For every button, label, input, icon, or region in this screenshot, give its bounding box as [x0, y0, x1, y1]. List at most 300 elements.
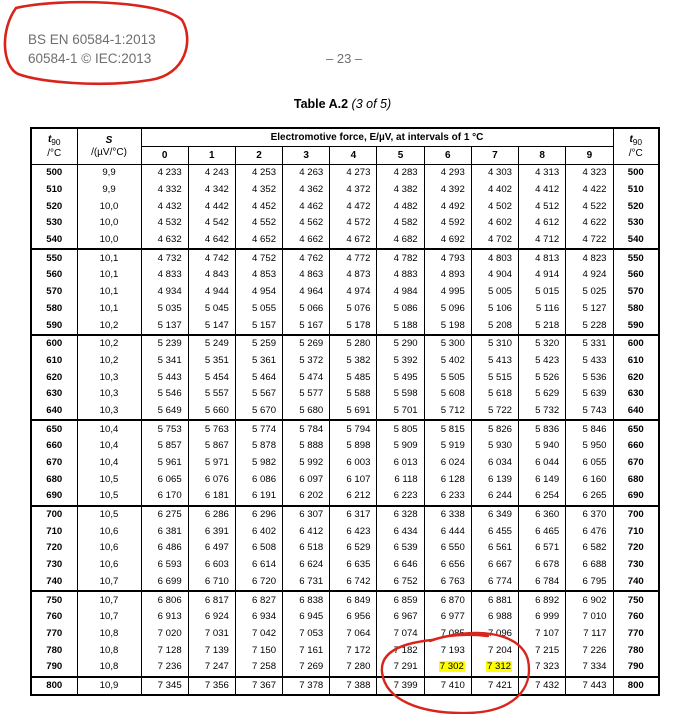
emf-value-cell: 6 550 — [424, 540, 471, 557]
table-row — [31, 488, 659, 506]
emf-value-cell: 6 338 — [424, 506, 471, 524]
temperature-cell: 790 — [31, 659, 77, 677]
temperature-cell-right: 710 — [613, 523, 659, 540]
emf-value-cell: 4 833 — [141, 267, 188, 284]
emf-value-cell: 5 392 — [377, 353, 424, 370]
emf-value-cell: 5 629 — [519, 386, 566, 403]
emf-value-cell: 4 492 — [424, 198, 471, 215]
emf-value-cell: 4 273 — [330, 165, 377, 182]
emf-value-cell: 4 442 — [188, 198, 235, 215]
emf-value-cell: 5 588 — [330, 386, 377, 403]
emf-value-cell: 4 342 — [188, 182, 235, 199]
emf-value-cell: 4 813 — [519, 249, 566, 267]
table-row — [31, 609, 659, 626]
emf-value-cell: 5 320 — [519, 335, 566, 353]
emf-value-cell: 4 362 — [283, 182, 330, 199]
emf-value-cell: 4 532 — [141, 215, 188, 232]
column-header-t90 — [31, 128, 77, 165]
temperature-cell: 560 — [31, 267, 77, 284]
seebeck-cell: 10,5 — [77, 488, 141, 506]
emf-value-cell: 6 817 — [188, 591, 235, 609]
t90-unit-right: /°C — [628, 147, 643, 159]
seebeck-cell: 10,7 — [77, 591, 141, 609]
digit-header-8: 8 — [519, 147, 566, 165]
emf-value-cell: 6 034 — [471, 455, 518, 472]
emf-value-cell: 6 317 — [330, 506, 377, 524]
emf-value-cell: 7 193 — [424, 642, 471, 659]
emf-value-cell: 5 259 — [235, 335, 282, 353]
emf-value-cell: 4 512 — [519, 198, 566, 215]
seebeck-cell: 10,1 — [77, 301, 141, 318]
emf-value-cell: 6 296 — [235, 506, 282, 524]
emf-value-cell: 4 392 — [424, 182, 471, 199]
table-row — [31, 267, 659, 284]
seebeck-cell: 10,6 — [77, 557, 141, 574]
table-row — [31, 165, 659, 182]
temperature-cell-right: 700 — [613, 506, 659, 524]
temperature-cell: 750 — [31, 591, 77, 609]
emf-value-cell: 7 020 — [141, 626, 188, 643]
emf-value-cell: 4 283 — [377, 165, 424, 182]
emf-value-cell: 6 254 — [519, 488, 566, 506]
emf-value-cell: 6 603 — [188, 557, 235, 574]
temperature-cell-right: 570 — [613, 284, 659, 301]
standard-line-bs-en: BS EN 60584-1:2013 — [28, 32, 156, 47]
emf-value-cell: 6 571 — [519, 540, 566, 557]
emf-value-cell: 5 691 — [330, 403, 377, 421]
seebeck-cell: 10,1 — [77, 249, 141, 267]
digit-header-9: 9 — [566, 147, 613, 165]
emf-value-cell: 5 127 — [566, 301, 613, 318]
emf-value-cell: 4 382 — [377, 182, 424, 199]
emf-value-cell: 7 247 — [188, 659, 235, 677]
emf-value-cell: 6 913 — [141, 609, 188, 626]
table-row — [31, 626, 659, 643]
temperature-cell-right: 670 — [613, 455, 659, 472]
emf-value-cell: 6 742 — [330, 574, 377, 592]
table-row — [31, 642, 659, 659]
temperature-cell: 740 — [31, 574, 77, 592]
table-title-part: (3 of 5) — [351, 97, 392, 111]
emf-value-cell: 4 984 — [377, 284, 424, 301]
emf-value-cell: 6 391 — [188, 523, 235, 540]
emf-value-cell: 7 432 — [519, 677, 566, 696]
emf-value-cell: 4 263 — [283, 165, 330, 182]
emf-value-cell: 5 608 — [424, 386, 471, 403]
emf-value-cell: 6 967 — [377, 609, 424, 626]
emf-value-cell: 6 678 — [519, 557, 566, 574]
emf-value-cell: 6 667 — [471, 557, 518, 574]
temperature-cell: 650 — [31, 420, 77, 438]
emf-value-cell: 5 086 — [377, 301, 424, 318]
emf-value-cell: 4 582 — [377, 215, 424, 232]
temperature-cell: 590 — [31, 317, 77, 335]
emf-value-cell: 4 552 — [235, 215, 282, 232]
table-row — [31, 335, 659, 353]
emf-value-cell: 4 843 — [188, 267, 235, 284]
seebeck-cell: 10,6 — [77, 523, 141, 540]
emf-value-cell: 7 096 — [471, 626, 518, 643]
emf-value-cell: 5 331 — [566, 335, 613, 353]
emf-value-cell: 4 883 — [377, 267, 424, 284]
emf-value-cell: 6 412 — [283, 523, 330, 540]
emf-value-cell: 4 432 — [141, 198, 188, 215]
emf-value-cell: 6 656 — [424, 557, 471, 574]
temperature-cell-right: 610 — [613, 353, 659, 370]
emf-value-cell: 4 853 — [235, 267, 282, 284]
temperature-cell-right: 560 — [613, 267, 659, 284]
seebeck-unit: /(µV/°C) — [91, 146, 127, 158]
emf-value-cell: 6 118 — [377, 471, 424, 488]
temperature-cell: 680 — [31, 471, 77, 488]
emf-value-cell: 5 536 — [566, 369, 613, 386]
emf-value-cell: 7 280 — [330, 659, 377, 677]
emf-value-cell: 7 345 — [141, 677, 188, 696]
emf-value-cell: 4 944 — [188, 284, 235, 301]
temperature-cell: 630 — [31, 386, 77, 403]
emf-value-cell: 7 443 — [566, 677, 613, 696]
emf-value-cell: 6 170 — [141, 488, 188, 506]
table-row — [31, 506, 659, 524]
temperature-cell-right: 690 — [613, 488, 659, 506]
temperature-cell-right: 730 — [613, 557, 659, 574]
seebeck-cell: 10,4 — [77, 420, 141, 438]
emf-value-cell: 4 592 — [424, 215, 471, 232]
emf-value-cell: 6 902 — [566, 591, 613, 609]
emf-value-cell: 4 412 — [519, 182, 566, 199]
emf-value-cell: 6 870 — [424, 591, 471, 609]
emf-table — [30, 127, 660, 696]
temperature-cell-right: 750 — [613, 591, 659, 609]
emf-value-cell: 5 898 — [330, 438, 377, 455]
emf-value-cell: 5 950 — [566, 438, 613, 455]
seebeck-cell: 10,7 — [77, 609, 141, 626]
t90-symbol-right: t — [629, 133, 633, 145]
emf-value-cell: 4 752 — [235, 249, 282, 267]
temperature-cell-right: 580 — [613, 301, 659, 318]
table-row — [31, 420, 659, 438]
emf-value-cell: 4 934 — [141, 284, 188, 301]
emf-value-cell: 4 762 — [283, 249, 330, 267]
seebeck-cell: 10,2 — [77, 335, 141, 353]
emf-value-cell: 5 055 — [235, 301, 282, 318]
emf-value-cell: 6 434 — [377, 523, 424, 540]
emf-value-cell: 4 293 — [424, 165, 471, 182]
emf-value-cell: 5 188 — [377, 317, 424, 335]
emf-value-cell: 6 763 — [424, 574, 471, 592]
temperature-cell: 500 — [31, 165, 77, 182]
emf-value-cell: 6 624 — [283, 557, 330, 574]
emf-value-cell: 7 139 — [188, 642, 235, 659]
emf-value-cell: 5 382 — [330, 353, 377, 370]
seebeck-cell: 9,9 — [77, 182, 141, 199]
emf-value-cell: 4 622 — [566, 215, 613, 232]
emf-value-cell: 6 402 — [235, 523, 282, 540]
emf-value-cell: 4 672 — [330, 232, 377, 250]
seebeck-cell: 10,8 — [77, 642, 141, 659]
emf-value-cell: 6 593 — [141, 557, 188, 574]
emf-value-cell: 5 961 — [141, 455, 188, 472]
emf-value-cell: 7 410 — [424, 677, 471, 696]
emf-value-cell: 5 618 — [471, 386, 518, 403]
emf-value-cell: 5 269 — [283, 335, 330, 353]
emf-value-cell: 4 422 — [566, 182, 613, 199]
emf-value-cell: 7 107 — [519, 626, 566, 643]
emf-value-cell: 7 236 — [141, 659, 188, 677]
emf-value-cell: 5 413 — [471, 353, 518, 370]
emf-value-cell: 6 859 — [377, 591, 424, 609]
emf-value-cell: 4 954 — [235, 284, 282, 301]
table-row — [31, 215, 659, 232]
emf-value-cell: 4 924 — [566, 267, 613, 284]
seebeck-cell: 10,1 — [77, 267, 141, 284]
emf-header: Electromotive force, E/µV, at intervals of 1 °C — [141, 128, 613, 147]
highlighted-value: 7 312 — [486, 661, 511, 673]
emf-value-cell: 6 999 — [519, 609, 566, 626]
emf-value-cell: 5 712 — [424, 403, 471, 421]
seebeck-cell: 10,5 — [77, 506, 141, 524]
t90-unit: /°C — [47, 147, 62, 159]
emf-value-cell: 7 161 — [283, 642, 330, 659]
emf-value-cell: 5 066 — [283, 301, 330, 318]
emf-value-cell: 6 149 — [519, 471, 566, 488]
emf-value-cell: 5 867 — [188, 438, 235, 455]
emf-value-cell: 6 065 — [141, 471, 188, 488]
emf-value-cell: 6 139 — [471, 471, 518, 488]
emf-value-cell: 4 372 — [330, 182, 377, 199]
seebeck-cell: 9,9 — [77, 165, 141, 182]
temperature-cell: 530 — [31, 215, 77, 232]
table-row — [31, 249, 659, 267]
emf-value-cell: 4 562 — [283, 215, 330, 232]
emf-value-cell: 5 025 — [566, 284, 613, 301]
emf-value-cell: 6 924 — [188, 609, 235, 626]
digit-header-7: 7 — [471, 147, 518, 165]
emf-value-cell: 5 670 — [235, 403, 282, 421]
seebeck-cell: 10,3 — [77, 386, 141, 403]
temperature-cell: 800 — [31, 677, 77, 696]
emf-value-cell: 6 086 — [235, 471, 282, 488]
table-row — [31, 369, 659, 386]
seebeck-cell: 10,8 — [77, 626, 141, 643]
emf-value-cell: 4 402 — [471, 182, 518, 199]
emf-value-cell: 5 701 — [377, 403, 424, 421]
emf-value-cell: 6 191 — [235, 488, 282, 506]
seebeck-cell: 10,0 — [77, 198, 141, 215]
table-row — [31, 455, 659, 472]
emf-value-cell: 6 849 — [330, 591, 377, 609]
emf-value-cell: 4 692 — [424, 232, 471, 250]
emf-value-cell: 7 074 — [377, 626, 424, 643]
emf-value-cell: 4 313 — [519, 165, 566, 182]
temperature-cell-right: 680 — [613, 471, 659, 488]
seebeck-cell: 10,3 — [77, 403, 141, 421]
emf-value-cell: 7 388 — [330, 677, 377, 696]
emf-value-cell: 4 995 — [424, 284, 471, 301]
emf-value-cell: 5 443 — [141, 369, 188, 386]
seebeck-cell: 10,0 — [77, 232, 141, 250]
emf-value-cell: 5 680 — [283, 403, 330, 421]
temperature-cell-right: 740 — [613, 574, 659, 592]
emf-value-cell: 5 147 — [188, 317, 235, 335]
emf-value-cell: 6 360 — [519, 506, 566, 524]
emf-value-cell: 6 486 — [141, 540, 188, 557]
digit-header-5: 5 — [377, 147, 424, 165]
emf-value-cell: 6 699 — [141, 574, 188, 592]
emf-value-cell: 5 116 — [519, 301, 566, 318]
emf-value-cell: 5 815 — [424, 420, 471, 438]
emf-value-cell: 5 567 — [235, 386, 282, 403]
temperature-cell-right: 530 — [613, 215, 659, 232]
digit-header-1: 1 — [188, 147, 235, 165]
table-row — [31, 386, 659, 403]
emf-value-cell: 7 042 — [235, 626, 282, 643]
emf-value-cell: 6 076 — [188, 471, 235, 488]
emf-value-cell: 4 542 — [188, 215, 235, 232]
table-row — [31, 591, 659, 609]
seebeck-cell: 10,2 — [77, 317, 141, 335]
emf-value-cell: 6 720 — [235, 574, 282, 592]
emf-value-cell: 4 332 — [141, 182, 188, 199]
temperature-cell: 540 — [31, 232, 77, 250]
emf-value-cell: 6 795 — [566, 574, 613, 592]
emf-value-cell: 5 035 — [141, 301, 188, 318]
emf-value-cell: 5 218 — [519, 317, 566, 335]
emf-value-cell: 6 518 — [283, 540, 330, 557]
emf-value-cell: 4 472 — [330, 198, 377, 215]
seebeck-symbol: S — [105, 134, 113, 146]
emf-value-cell: 7 291 — [377, 659, 424, 677]
temperature-cell: 760 — [31, 609, 77, 626]
emf-table-body — [31, 165, 659, 696]
temperature-cell-right: 650 — [613, 420, 659, 438]
seebeck-cell: 10,8 — [77, 659, 141, 677]
temperature-cell-right: 790 — [613, 659, 659, 677]
emf-value-cell: 5 805 — [377, 420, 424, 438]
emf-value-cell: 6 710 — [188, 574, 235, 592]
emf-value-cell: 5 280 — [330, 335, 377, 353]
emf-value-cell: 6 561 — [471, 540, 518, 557]
emf-value-cell: 7 085 — [424, 626, 471, 643]
temperature-cell: 730 — [31, 557, 77, 574]
temperature-cell: 720 — [31, 540, 77, 557]
emf-value-cell: 6 212 — [330, 488, 377, 506]
emf-value-cell: 6 977 — [424, 609, 471, 626]
emf-value-cell: 5 546 — [141, 386, 188, 403]
temperature-cell: 610 — [31, 353, 77, 370]
seebeck-cell: 10,3 — [77, 369, 141, 386]
emf-value-cell: 4 572 — [330, 215, 377, 232]
emf-value-cell: 6 614 — [235, 557, 282, 574]
temperature-cell: 510 — [31, 182, 77, 199]
emf-value-cell: 6 956 — [330, 609, 377, 626]
emf-value-cell: 5 290 — [377, 335, 424, 353]
emf-value-cell: 4 652 — [235, 232, 282, 250]
emf-value-cell: 5 857 — [141, 438, 188, 455]
emf-value-cell: 5 310 — [471, 335, 518, 353]
temperature-cell: 620 — [31, 369, 77, 386]
seebeck-cell: 10,2 — [77, 353, 141, 370]
emf-value-cell: 6 881 — [471, 591, 518, 609]
temperature-cell: 570 — [31, 284, 77, 301]
table-row — [31, 659, 659, 677]
emf-value-cell: 6 806 — [141, 591, 188, 609]
emf-value-cell: 5 515 — [471, 369, 518, 386]
emf-value-cell: 7 204 — [471, 642, 518, 659]
emf-value-cell: 4 722 — [566, 232, 613, 250]
emf-value-cell: 6 688 — [566, 557, 613, 574]
emf-value-cell: 5 971 — [188, 455, 235, 472]
temperature-cell-right: 620 — [613, 369, 659, 386]
emf-value-cell: 6 265 — [566, 488, 613, 506]
emf-value-cell: 4 452 — [235, 198, 282, 215]
emf-value-cell: 4 502 — [471, 198, 518, 215]
emf-value-cell: 6 233 — [424, 488, 471, 506]
emf-value-cell: 5 784 — [283, 420, 330, 438]
emf-value-cell: 4 253 — [235, 165, 282, 182]
emf-value-cell: 4 742 — [188, 249, 235, 267]
emf-value-cell: 5 732 — [519, 403, 566, 421]
temperature-cell: 670 — [31, 455, 77, 472]
temperature-cell: 700 — [31, 506, 77, 524]
emf-value-cell: 4 303 — [471, 165, 518, 182]
temperature-cell: 770 — [31, 626, 77, 643]
emf-value-cell: 6 024 — [424, 455, 471, 472]
emf-value-cell: 4 682 — [377, 232, 424, 250]
emf-value-cell: 4 612 — [519, 215, 566, 232]
emf-value-cell: 5 836 — [519, 420, 566, 438]
temperature-cell-right: 720 — [613, 540, 659, 557]
emf-value-cell: 7 323 — [519, 659, 566, 677]
seebeck-cell: 10,4 — [77, 455, 141, 472]
highlighted-value: 7 302 — [439, 661, 464, 673]
emf-value-cell: 7 182 — [377, 642, 424, 659]
table-row — [31, 574, 659, 592]
emf-value-cell: 5 015 — [519, 284, 566, 301]
emf-value-cell: 6 945 — [283, 609, 330, 626]
table-row — [31, 353, 659, 370]
emf-value-cell: 7 031 — [188, 626, 235, 643]
standard-line-iec: 60584-1 © IEC:2013 — [28, 51, 152, 66]
table-title — [0, 97, 685, 111]
emf-value-cell: 6 013 — [377, 455, 424, 472]
temperature-cell: 600 — [31, 335, 77, 353]
temperature-cell-right: 600 — [613, 335, 659, 353]
emf-value-cell: 6 455 — [471, 523, 518, 540]
digit-header-3: 3 — [283, 147, 330, 165]
emf-value-cell: 6 827 — [235, 591, 282, 609]
emf-value-cell: 6 044 — [519, 455, 566, 472]
emf-value-cell: 5 660 — [188, 403, 235, 421]
emf-value-cell: 5 639 — [566, 386, 613, 403]
emf-value-cell: 5 940 — [519, 438, 566, 455]
emf-value-cell: 5 198 — [424, 317, 471, 335]
emf-value-cell: 5 167 — [283, 317, 330, 335]
emf-value-cell: 6 370 — [566, 506, 613, 524]
column-header-t90-right — [613, 128, 659, 165]
emf-value-cell: 4 243 — [188, 165, 235, 182]
temperature-cell-right: 550 — [613, 249, 659, 267]
emf-value-cell: 6 892 — [519, 591, 566, 609]
temperature-cell: 660 — [31, 438, 77, 455]
emf-value-cell: 5 372 — [283, 353, 330, 370]
emf-value-cell — [424, 659, 471, 677]
emf-value-cell: 4 914 — [519, 267, 566, 284]
emf-value-cell: 4 873 — [330, 267, 377, 284]
emf-value-cell: 7 269 — [283, 659, 330, 677]
emf-value-cell: 5 157 — [235, 317, 282, 335]
emf-value-cell: 6 328 — [377, 506, 424, 524]
